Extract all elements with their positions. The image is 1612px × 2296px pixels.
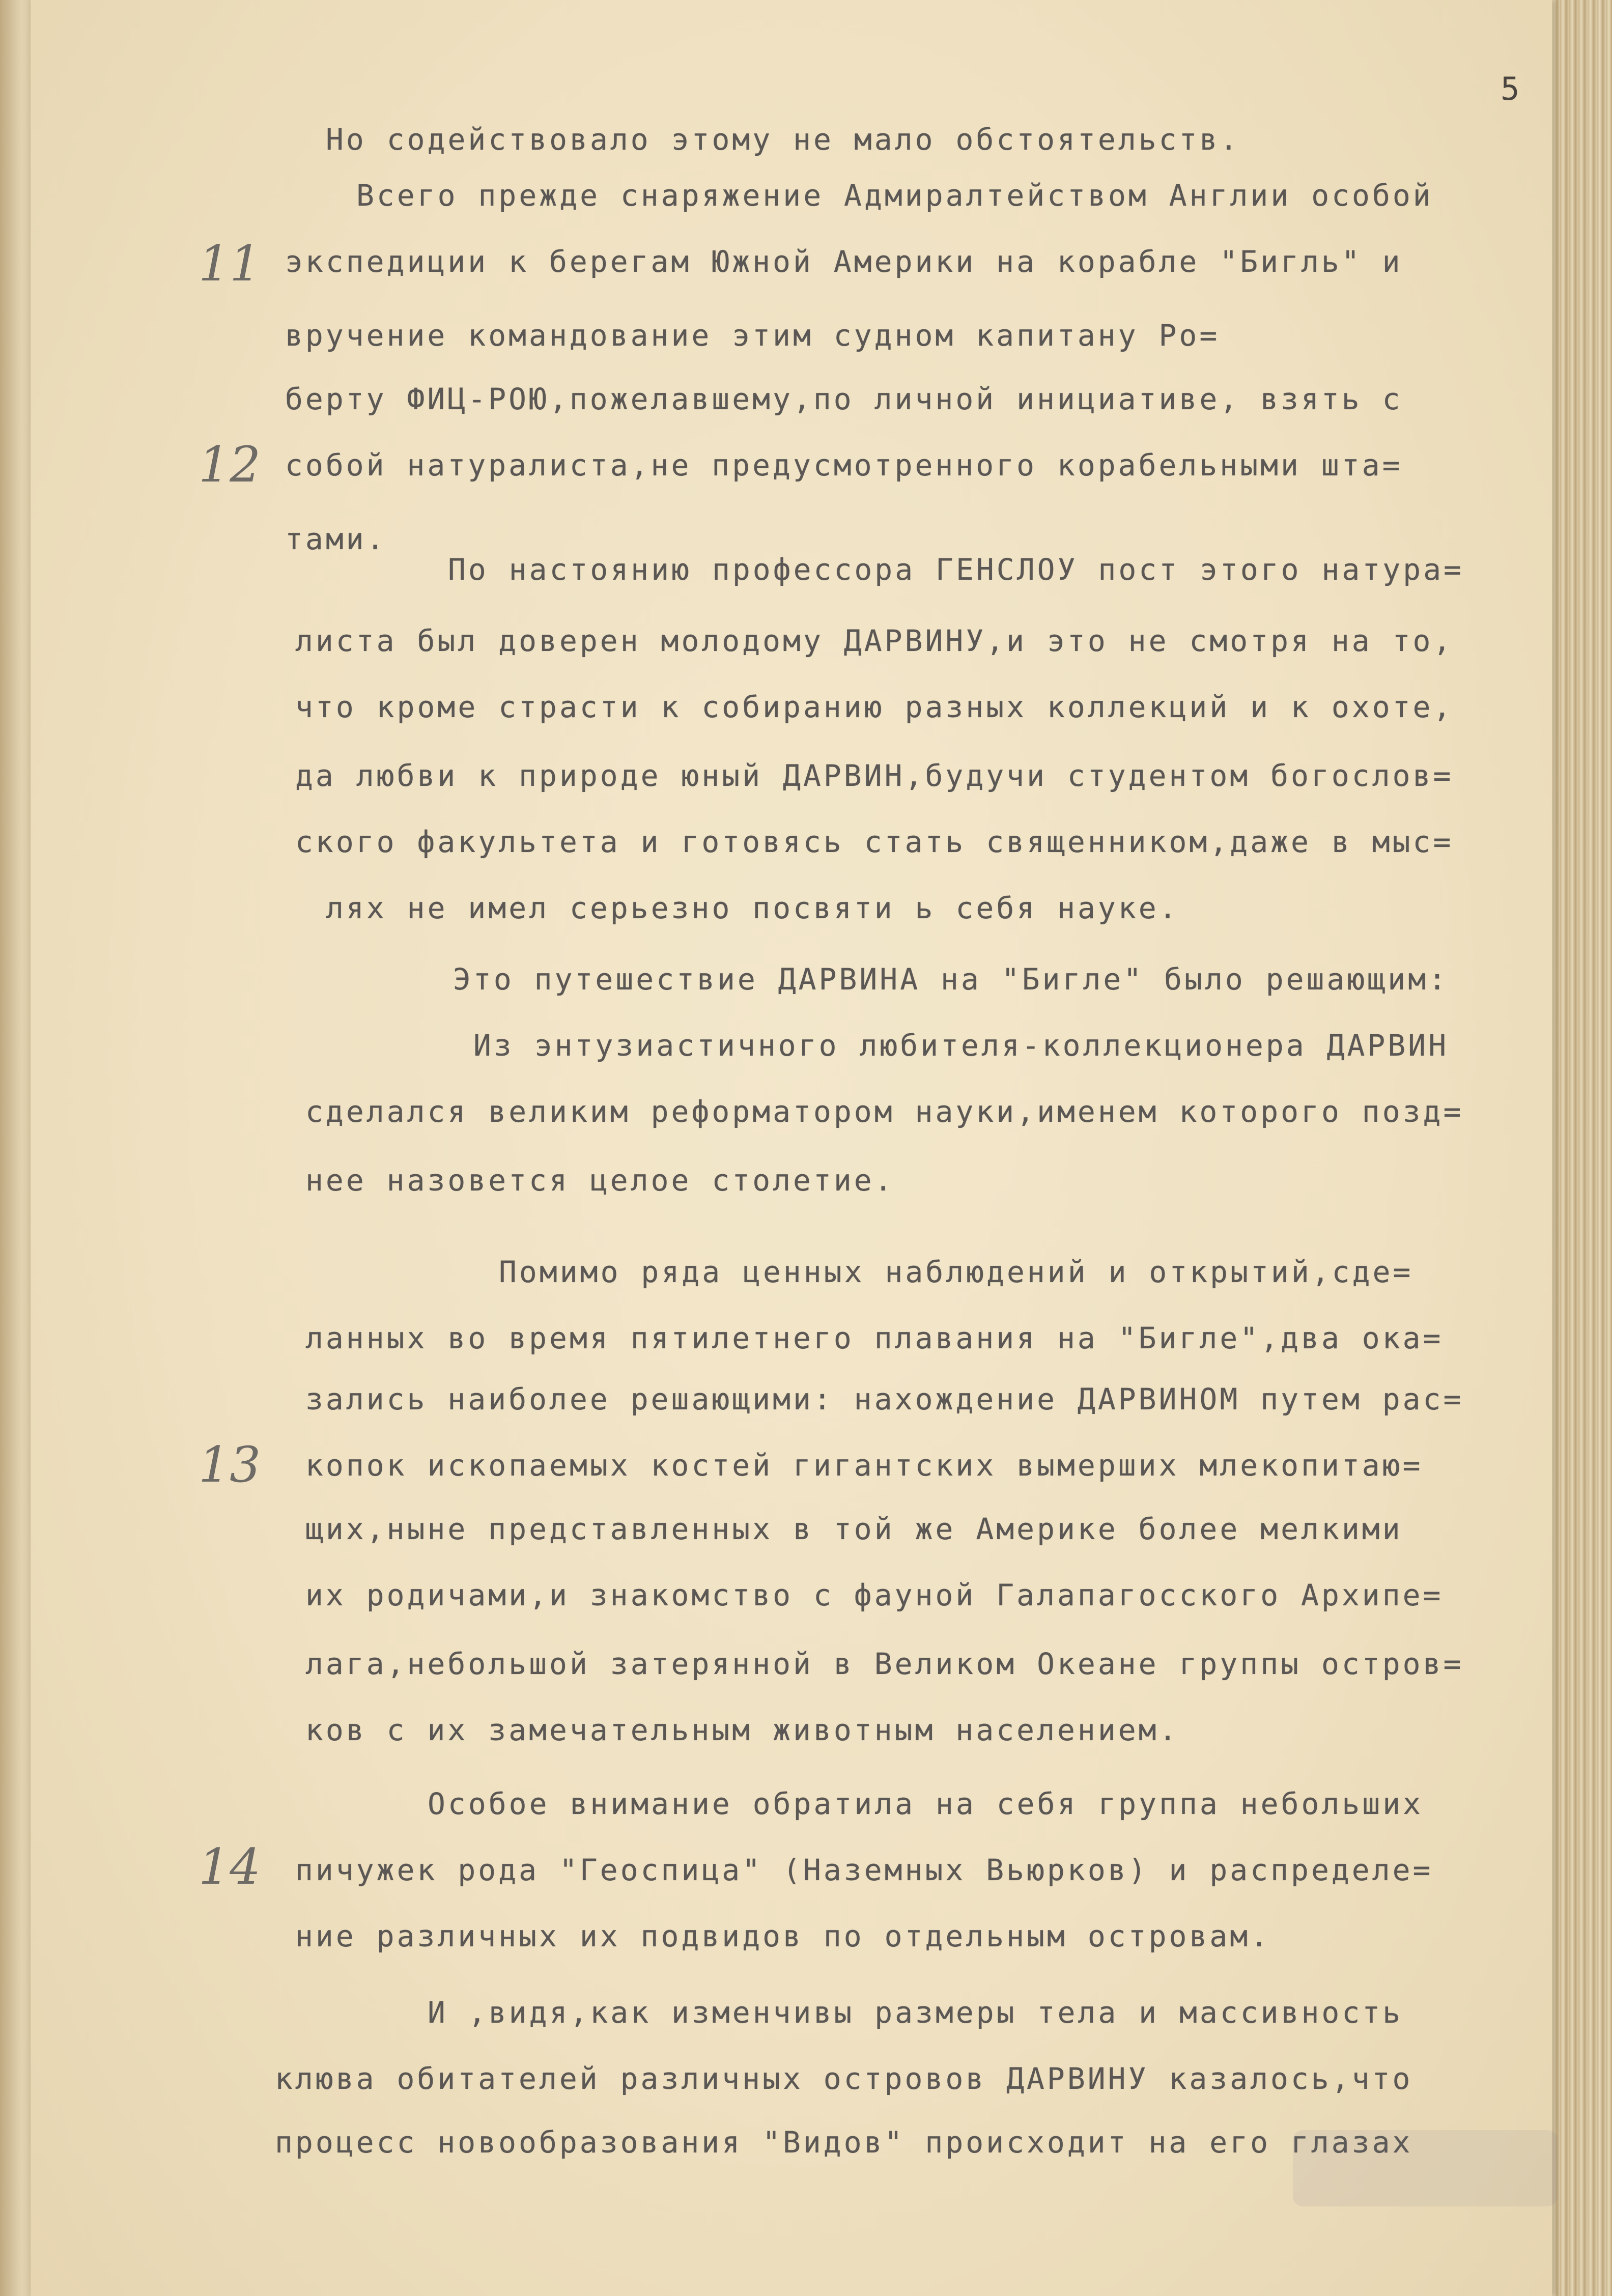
- text-line: сделался великим реформатором науки,именем которого позд=: [305, 1094, 1464, 1129]
- text-line: пичужек рода "Геоспица" (Наземных Вьюрков) и распределе=: [295, 1853, 1433, 1887]
- text-line: ние различных их подвидов по отдельным островам.: [295, 1919, 1271, 1953]
- page-number: 5: [1501, 70, 1520, 107]
- margin-note-13: 13: [199, 1436, 261, 1493]
- margin-note-14: 14: [199, 1838, 261, 1895]
- text-line: берту ФИЦ-РОЮ,пожелавшему,по личной инициативе, взять с: [285, 382, 1403, 416]
- stacked-page-edges: [1551, 0, 1612, 2296]
- text-line: ского факультета и готовясь стать священником,даже в мыс=: [295, 825, 1454, 859]
- document-page: [31, 0, 1552, 2296]
- text-line: ланных во время пятилетнего плавания на "Бигле",два ока=: [305, 1321, 1444, 1355]
- text-line: Всего прежде снаряжение Адмиралтейством Англии особой: [356, 178, 1433, 213]
- text-line: нее назовется целое столетие.: [305, 1163, 895, 1198]
- text-line: ков с их замечательным животным населением.: [305, 1713, 1179, 1747]
- text-line: Это путешествие ДАРВИНА на "Бигле" было решающим:: [453, 962, 1449, 997]
- text-line: клюва обитателей различных островов ДАРВИНУ казалось,что: [275, 2061, 1413, 2096]
- text-line: их родичами,и знакомство с фауной Галапагосского Архипе=: [305, 1578, 1444, 1612]
- text-line: процесс новообразования "Видов" происходит на его глазах: [275, 2125, 1413, 2160]
- text-line: вручение командование этим судном капитану Ро=: [285, 318, 1220, 353]
- text-line: И ,видя,как изменчивы размеры тела и массивность: [428, 1995, 1403, 2030]
- text-line: что кроме страсти к собиранию разных коллекций и к охоте,: [295, 690, 1454, 724]
- text-line: щих,ныне представленных в той же Америке более мелкими: [305, 1512, 1403, 1546]
- text-line: листа был доверен молодому ДАРВИНУ,и это не смотря на то,: [295, 623, 1454, 658]
- faded-stamp: [1293, 2130, 1558, 2206]
- text-line: собой натуралиста,не предусмотренного корабельными шта=: [285, 448, 1403, 483]
- text-line: лага,небольшой затерянной в Великом Океане группы остров=: [305, 1647, 1464, 1681]
- text-line: По настоянию профессора ГЕНСЛОУ пост этого натура=: [448, 552, 1464, 587]
- text-line: зались наиболее решающими: нахождение ДАРВИНОМ путем рас=: [305, 1382, 1464, 1416]
- margin-note-11: 11: [199, 235, 261, 292]
- text-line: тами.: [285, 522, 387, 556]
- text-line: Из энтузиастичного любителя-коллекционера ДАРВИН: [473, 1028, 1449, 1063]
- text-line: копок ископаемых костей гигантских вымерших млекопитаю=: [305, 1448, 1423, 1483]
- text-line: Но содействовало этому не мало обстоятельств.: [326, 122, 1240, 157]
- text-line: да любви к природе юный ДАРВИН,будучи студентом богослов=: [295, 758, 1454, 793]
- text-line: Помимо ряда ценных наблюдений и открытий,сде=: [499, 1255, 1413, 1289]
- text-line: Особое внимание обратила на себя группа небольших: [428, 1787, 1424, 1821]
- text-line: лях не имел серьезно посвяти ь себя науке.: [326, 891, 1179, 925]
- text-line: экспедиции к берегам Южной Америки на корабле "Бигль" и: [285, 244, 1403, 279]
- margin-note-12: 12: [199, 436, 261, 493]
